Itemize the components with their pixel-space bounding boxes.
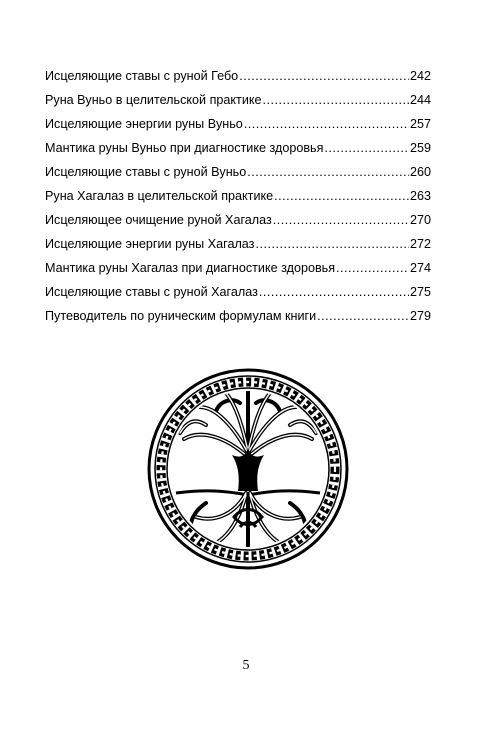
toc-leader-dots [263,88,409,112]
toc-leader-dots [274,184,409,208]
toc-entry[interactable] [45,88,431,112]
toc-entry-page: 242 [409,69,431,83]
toc-entry-page: 260 [409,165,431,179]
toc-entry-page: 257 [409,117,431,131]
toc-leader-dots [244,112,409,136]
toc-leader-dots [317,304,409,328]
toc-entry-title: Исцеляющие ставы с руной Гебо [45,69,239,83]
toc-entry-page: 263 [409,189,431,203]
toc-entry-title: Исцеляющие энергии руны Вуньо [45,117,243,131]
toc-entry-page: 244 [409,93,431,107]
toc-entry[interactable] [45,64,431,88]
toc-entry-page: 279 [409,309,431,323]
toc-leader-dots [239,64,409,88]
toc-entry-title: Исцеляющее очищение руной Хагалаз [45,213,272,227]
toc-entry-title: Путеводитель по руническим формулам книги [45,309,317,323]
toc-leader-dots [336,256,409,280]
toc-entry-title: Руна Хагалаз в целительской практике [45,189,274,203]
toc-entry[interactable] [45,112,431,136]
toc-entry[interactable] [45,184,431,208]
toc-entry[interactable] [45,136,431,160]
toc-entry-page: 272 [409,237,431,251]
page-number: 5 [242,658,250,673]
table-of-contents [45,64,431,328]
toc-entry-page: 274 [409,261,431,275]
toc-entry-title: Мантика руны Вуньо при диагностике здоровья [45,141,324,155]
toc-entry-title: Руна Вуньо в целительской практике [45,93,262,107]
toc-entry[interactable] [45,304,431,328]
toc-leader-dots [273,208,409,232]
toc-entry-title: Мантика руны Хагалаз при диагностике здоровья [45,261,336,275]
toc-entry[interactable] [45,256,431,280]
toc-entry-title: Исцеляющие ставы с руной Вуньо [45,165,247,179]
toc-leader-dots [247,160,409,184]
celtic-tree-of-life-icon [146,367,350,571]
toc-entry-title: Исцеляющие энергии руны Хагалаз [45,237,255,251]
toc-entry-title: Исцеляющие ставы с руной Хагалаз [45,285,258,299]
toc-entry-page: 259 [409,141,431,155]
toc-entry[interactable] [45,280,431,304]
toc-leader-dots [324,136,409,160]
toc-leader-dots [259,280,409,304]
toc-entry[interactable] [45,232,431,256]
toc-entry[interactable] [45,208,431,232]
toc-entry[interactable] [45,160,431,184]
toc-entry-page: 275 [409,285,431,299]
toc-entry-page: 270 [409,213,431,227]
toc-leader-dots [255,232,409,256]
